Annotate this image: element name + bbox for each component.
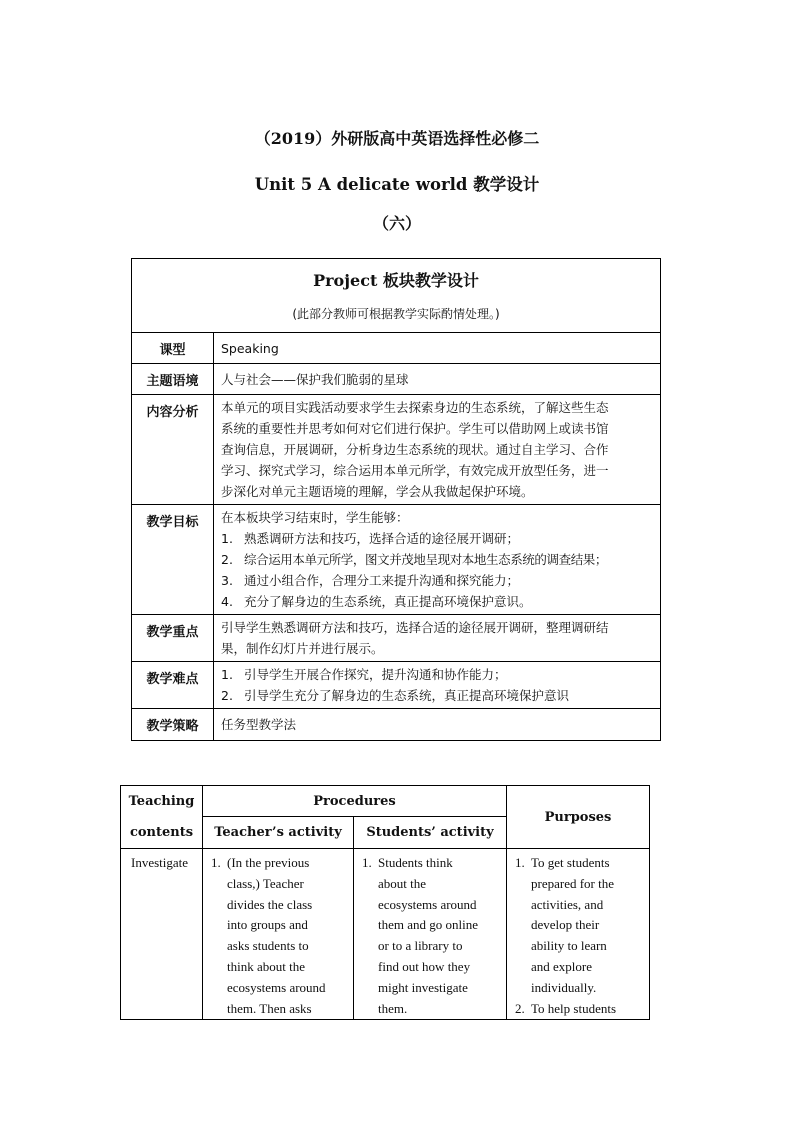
header-procedures: Procedures [203, 786, 507, 817]
objectives-intro: 在本板块学习结束时，学生能够： [221, 510, 409, 525]
row-label-teaching-objectives: 教学目标 [132, 505, 214, 615]
cell-teacher-activity: 1. (In the previous class,) Teacher divides the class into groups and asks students to think about the ecosystems around them. Then asks [203, 849, 354, 1020]
row-value-course-type: Speaking [214, 333, 661, 364]
text-line: 学习、探究式学习，综合运用本单元所学，有效完成开放型任务，进一 [221, 463, 609, 478]
row-label-key-points: 教学重点 [132, 615, 214, 662]
text-line: 系统的重要性并思考如何对它们进行保护。学生可以借助网上或读书馆 [221, 421, 609, 436]
design-table [131, 258, 661, 741]
row-value-difficulties [214, 662, 661, 709]
design-table-title: Project 板块教学设计 [313, 271, 479, 290]
text-line: 本单元的项目实践活动要求学生去探索身边的生态系统，了解这些生态 [221, 400, 609, 415]
cell-purposes: 1. To get students prepared for the activities, and develop their ability to learn and explore individually. 2. To help students [507, 849, 650, 1020]
list-item: 1. 引导学生开展合作探究，提升沟通和协作能力； [221, 667, 507, 682]
list-item: 3. 通过小组合作，合理分工来提升沟通和探究能力； [221, 573, 520, 588]
row-label-content-analysis: 内容分析 [132, 395, 214, 505]
document-part-number: （六） [372, 214, 421, 233]
cell-teaching-content: Investigate [121, 849, 203, 1020]
procedure-table [120, 785, 650, 1020]
list-item: 4. 充分了解身边的生态系统，真正提高环境保护意识。 [221, 594, 532, 609]
list-item: 2. 综合运用本单元所学，图文并茂地呈现对本地生态系统的调查结果； [221, 552, 608, 567]
row-label-strategy: 教学策略 [132, 709, 214, 741]
document-title: （2019）外研版高中英语选择性必修二 [254, 129, 540, 148]
document-subtitle: Unit 5 A delicate world 教学设计 [254, 175, 540, 194]
row-value-key-points [214, 615, 661, 662]
header-teaching-contents: Teaching contents [121, 786, 203, 849]
text-line: 步深化对单元主题语境的理解，学会从我做起保护环境。 [221, 484, 534, 499]
list-item: 2. 引导学生充分了解身边的生态系统，真正提高环境保护意识 [221, 688, 570, 703]
text-line: 查询信息，开展调研，分析身边生态系统的现状。通过自主学习、合作 [221, 442, 609, 457]
row-value-content-analysis [214, 395, 661, 505]
design-table-note: (此部分教师可根据教学实际酌情处理。) [292, 307, 500, 321]
row-value-teaching-objectives [214, 505, 661, 615]
cell-students-activity: 1. Students think about the ecosystems around them and go online or to a library to find out how they might investigate them. [354, 849, 507, 1020]
header-students-activity: Students’ activity [354, 817, 507, 849]
row-label-theme-context: 主题语境 [132, 364, 214, 395]
row-value-theme-context: 人与社会——保护我们脆弱的星球 [214, 364, 661, 395]
row-label-difficulties: 教学难点 [132, 662, 214, 709]
text-line: 引导学生熟悉调研方法和技巧，选择合适的途径展开调研，整理调研结 [221, 620, 609, 635]
text-line: 果，制作幻灯片并进行展示。 [221, 641, 384, 656]
list-item: 1. 熟悉调研方法和技巧，选择合适的途径展开调研； [221, 531, 520, 546]
row-value-strategy: 任务型教学法 [214, 709, 661, 741]
design-table-header [132, 259, 661, 333]
header-teacher-activity: Teacher’s activity [203, 817, 354, 849]
header-purposes: Purposes [507, 786, 650, 849]
row-label-course-type: 课型 [132, 333, 214, 364]
